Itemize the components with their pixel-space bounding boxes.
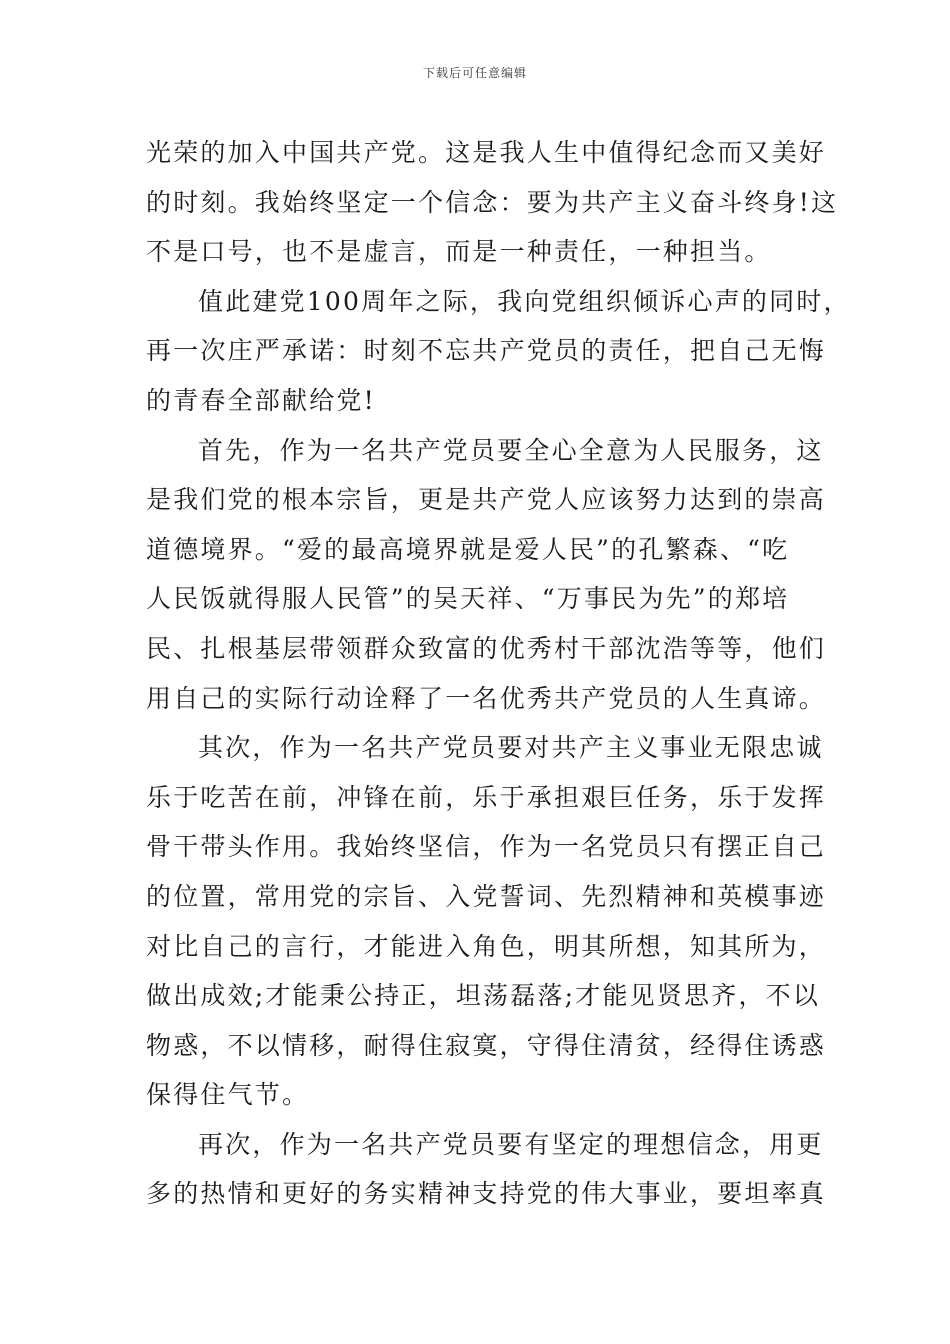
text-line: 的青春全部献给党! — [146, 385, 376, 415]
text-line: 物惑，不以情移，耐得住寂寞，守得住清贫，经得住诱惑 — [146, 1030, 827, 1060]
text-line: 的位置，常用党的宗旨、入党誓词、先烈精神和英模事迹 — [146, 881, 827, 911]
text-line: 再一次庄严承诺：时刻不忘共产党员的责任，把自己无悔 — [146, 336, 827, 366]
text-line: 骨干带头作用。我始终坚信，作为一名党员只有摆正自己 — [146, 832, 827, 862]
text-line: 多的热情和更好的务实精神支持党的伟大事业，要坦率真 — [146, 1179, 827, 1209]
text-line: 值此建党100周年之际，我向党组织倾诉心声的同时， — [198, 286, 851, 316]
text-line: 做出成效;才能秉公持正，坦荡磊落;才能见贤思齐，不以 — [146, 981, 821, 1011]
text-line: 是我们党的根本宗旨，更是共产党人应该努力达到的崇高 — [146, 485, 827, 515]
text-line: 其次，作为一名共产党员要对共产主义事业无限忠诚 — [198, 733, 824, 763]
text-line: 人民饭就得服人民管”的吴天祥、“万事民为先”的郑培 — [146, 584, 790, 614]
text-line: 民、扎根基层带领群众致富的优秀村干部沈浩等等，他们 — [146, 633, 827, 663]
page-header: 下载后可任意编辑 — [422, 66, 527, 80]
text-line: 保得住气节。 — [146, 1080, 310, 1110]
text-line: 光荣的加入中国共产党。这是我人生中值得纪念而又美好 — [146, 138, 827, 167]
text-line: 乐于吃苦在前，冲锋在前，乐于承担艰巨任务，乐于发挥 — [146, 782, 827, 812]
text-line: 道德境界。“爱的最高境界就是爱人民”的孔繁森、“吃 — [146, 534, 790, 564]
text-line: 的时刻。我始终坚定一个信念：要为共产主义奋斗终身!这 — [146, 187, 839, 217]
text-line: 用自己的实际行动诠释了一名优秀共产党员的人生真谛。 — [146, 683, 827, 713]
text-line: 不是口号，也不是虚言，而是一种责任，一种担当。 — [146, 237, 772, 267]
text-line: 首先，作为一名共产党员要全心全意为人民服务，这 — [198, 435, 824, 465]
text-line: 再次，作为一名共产党员要有坚定的理想信念，用更 — [198, 1129, 824, 1159]
text-line: 对比自己的言行，才能进入角色，明其所想，知其所为， — [146, 931, 827, 961]
document-body — [146, 128, 851, 1219]
